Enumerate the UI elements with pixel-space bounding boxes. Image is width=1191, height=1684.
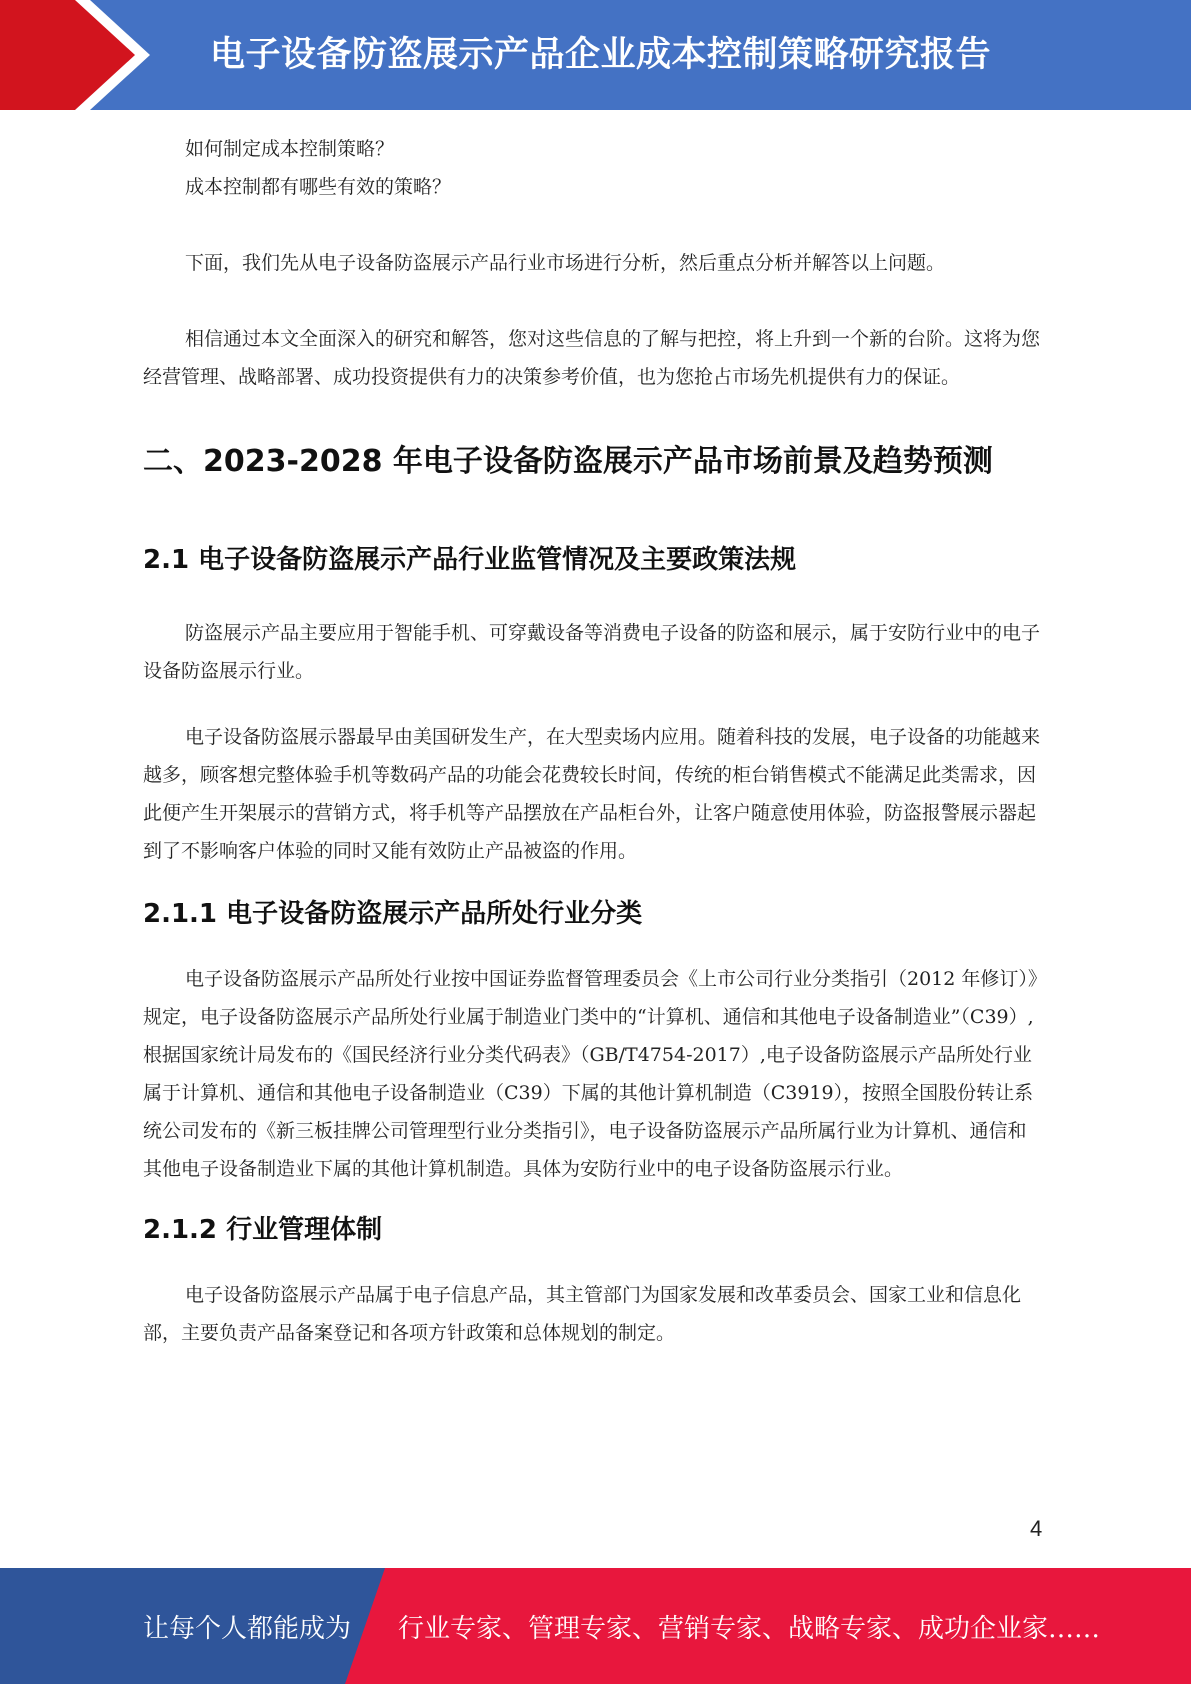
management-paragraph: 电子设备防盗展示产品属于电子信息产品，其主管部门为国家发展和改革委员会、国家工业和信息化部，主要负责产品备案登记和各项方针政策和总体规划的制定。 <box>143 1284 1022 1344</box>
footer-slogan-right: 行业专家、管理专家、营销专家、战略专家、成功企业家…… <box>398 1614 1101 1644</box>
section-heading: 二、2023-2028 年电子设备防盗展示产品市场前景及趋势预测 <box>143 444 993 479</box>
report-title: 电子设备防盗展示产品企业成本控制策略研究报告 <box>210 35 992 75</box>
subsection-heading-2-1-1: 2.1.1 电子设备防盗展示产品所处行业分类 <box>143 899 643 929</box>
product-definition-paragraph: 防盗展示产品主要应用于智能手机、可穿戴设备等消费电子设备的防盗和展示，属于安防行业中的电子设备防盗展示行业。 <box>143 622 1041 682</box>
page-header <box>0 0 1191 110</box>
intro-paragraph: 下面，我们先从电子设备防盗展示产品行业市场进行分析，然后重点分析并解答以上问题。 <box>185 252 946 274</box>
industry-classification-paragraph: 电子设备防盗展示产品所处行业按中国证券监督管理委员会《上市公司行业分类指引（2012 年修订）》规定，电子设备防盗展示产品所处行业属于制造业门类中的“计算机、通信和其他电子设备制造业”（C39）,根据国家统计局发布的《国民经济行业分类代码表》（GB/T4754-2017）,电子设备防盗展示产品所处行业属于计算机、通信和其他电子设备制造业（C39）下属的其他计算机制造（C3919），按照全国股份转让系统公司发布的《新三板挂牌公司管理型行业分类指引》，电子设备防盗展示产品所属行业为计算机、通信和其他电子设备制造业下属的其他计算机制造。具体为安防行业中的电子设备防盗展示行业。 <box>143 968 1038 1180</box>
question-2: 成本控制都有哪些有效的策略？ <box>185 176 452 198</box>
page-content <box>143 130 1045 1352</box>
footer-slogan-left: 让每个人都能成为 <box>143 1614 352 1644</box>
history-paragraph: 电子设备防盗展示器最早由美国研发生产，在大型卖场内应用。随着科技的发展，电子设备的功能越来越多，顾客想完整体验手机等数码产品的功能会花费较长时间，传统的柜台销售模式不能满足此类需求，因此便产生开架展示的营销方式，将手机等产品摆放在产品柜台外，让客户随意使用体验，防盗报警展示器起到了不影响客户体验的同时又能有效防止产品被盗的作用。 <box>143 726 1041 862</box>
page-footer <box>0 1568 1191 1684</box>
page-number: 4 <box>1030 1516 1043 1541</box>
question-1: 如何制定成本控制策略？ <box>185 138 395 160</box>
confidence-paragraph: 相信通过本文全面深入的研究和解答，您对这些信息的了解与把控，将上升到一个新的台阶。这将为您经营管理、战略部署、成功投资提供有力的决策参考价值，也为您抢占市场先机提供有力的保证。 <box>143 328 1041 388</box>
subsection-heading-2-1-2: 2.1.2 行业管理体制 <box>143 1215 383 1245</box>
subsection-heading-2-1: 2.1 电子设备防盗展示产品行业监管情况及主要政策法规 <box>143 545 797 575</box>
